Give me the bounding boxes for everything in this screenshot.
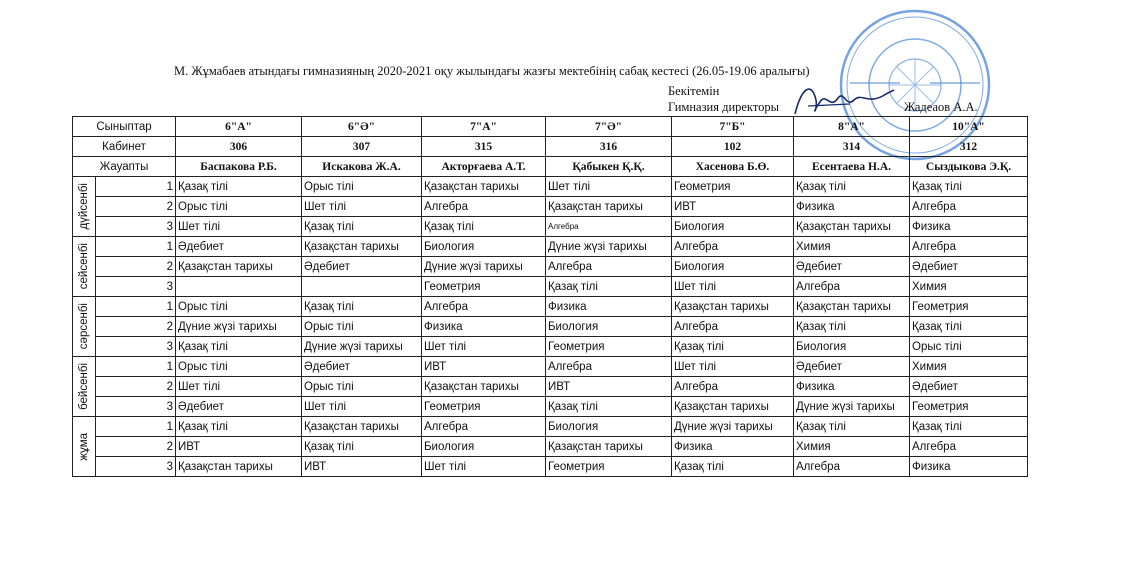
approve-label: Бекітемін — [668, 84, 720, 98]
class-header-label: Сыныптар — [73, 117, 176, 137]
subject-cell: Геометрия — [910, 297, 1028, 317]
subject-cell: Биология — [546, 317, 672, 337]
lesson-number: 3 — [96, 397, 176, 417]
class-header-cell: 7"А" — [422, 117, 546, 137]
subject-cell: Дүние жүзі тарихы — [672, 417, 794, 437]
lesson-number: 2 — [96, 377, 176, 397]
table-row — [73, 257, 1028, 277]
class-header-cell: 7"Б" — [672, 117, 794, 137]
subject-cell: Қазақстан тарихы — [176, 457, 302, 477]
subject-cell: Алгебра — [910, 237, 1028, 257]
subject-cell: Орыс тілі — [176, 297, 302, 317]
subject-cell: Әдебиет — [794, 257, 910, 277]
lesson-number: 2 — [96, 197, 176, 217]
subject-cell: Қазақстан тарихы — [794, 217, 910, 237]
teacher-header-cell: Хасенова Б.Ө. — [672, 157, 794, 177]
subject-cell: ИВТ — [176, 437, 302, 457]
subject-cell: Қазақ тілі — [672, 337, 794, 357]
subject-cell: Алгебра — [546, 217, 672, 237]
subject-cell: Қазақ тілі — [794, 177, 910, 197]
table-row — [73, 417, 1028, 437]
subject-cell: ИВТ — [546, 377, 672, 397]
lesson-number: 1 — [96, 177, 176, 197]
table-row — [73, 397, 1028, 417]
lesson-number: 1 — [96, 417, 176, 437]
room-header-label: Кабинет — [73, 137, 176, 157]
subject-cell: Қазақ тілі — [910, 317, 1028, 337]
table-row — [73, 297, 1028, 317]
room-header-cell: 307 — [302, 137, 422, 157]
subject-cell: Шет тілі — [672, 277, 794, 297]
day-cell — [73, 357, 96, 417]
schedule-table — [72, 116, 1028, 477]
class-header-cell: 8"А" — [794, 117, 910, 137]
subject-cell: Физика — [422, 317, 546, 337]
teacher-header-cell: Есентаева Н.А. — [794, 157, 910, 177]
subject-cell: Қазақстан тарихы — [302, 237, 422, 257]
subject-cell: Қазақстан тарихы — [422, 377, 546, 397]
subject-cell: Дүние жүзі тарихы — [176, 317, 302, 337]
subject-cell: Дүние жүзі тарихы — [546, 237, 672, 257]
subject-cell: Шет тілі — [672, 357, 794, 377]
subject-cell: Алгебра — [546, 257, 672, 277]
subject-cell: Алгебра — [910, 437, 1028, 457]
lesson-number: 2 — [96, 437, 176, 457]
day-cell — [73, 177, 96, 237]
subject-cell: Шет тілі — [302, 397, 422, 417]
subject-cell: Алгебра — [794, 457, 910, 477]
room-header-cell: 316 — [546, 137, 672, 157]
table-row — [73, 357, 1028, 377]
subject-cell: Қазақ тілі — [422, 217, 546, 237]
subject-cell: Қазақ тілі — [302, 437, 422, 457]
lesson-number: 3 — [96, 277, 176, 297]
day-label: сәрсенбі — [78, 303, 90, 350]
subject-cell: Қазақстан тарихы — [794, 297, 910, 317]
subject-cell: Қазақ тілі — [546, 397, 672, 417]
subject-cell: Қазақстан тарихы — [546, 437, 672, 457]
lesson-number: 3 — [96, 217, 176, 237]
subject-cell: Қазақстан тарихы — [176, 257, 302, 277]
subject-cell: Геометрия — [672, 177, 794, 197]
room-header-row — [73, 137, 1028, 157]
teacher-header-row — [73, 157, 1028, 177]
day-cell — [73, 237, 96, 297]
subject-cell: Алгебра — [672, 237, 794, 257]
subject-cell: Қазақстан тарихы — [672, 297, 794, 317]
subject-cell: Қазақстан тарихы — [302, 417, 422, 437]
subject-cell: Физика — [910, 457, 1028, 477]
subject-cell: Биология — [422, 237, 546, 257]
subject-cell: Әдебиет — [302, 357, 422, 377]
class-header-cell: 7"Ә" — [546, 117, 672, 137]
table-row — [73, 457, 1028, 477]
subject-cell: Әдебиет — [176, 397, 302, 417]
table-row — [73, 217, 1028, 237]
subject-cell: Алгебра — [422, 417, 546, 437]
subject-cell: Орыс тілі — [176, 357, 302, 377]
subject-cell: Әдебиет — [176, 237, 302, 257]
table-row — [73, 197, 1028, 217]
subject-cell: Орыс тілі — [302, 377, 422, 397]
class-header-row — [73, 117, 1028, 137]
subject-cell: Әдебиет — [910, 377, 1028, 397]
subject-cell: Шет тілі — [422, 457, 546, 477]
day-label: бейсенбі — [78, 363, 90, 410]
lesson-number: 3 — [96, 457, 176, 477]
lesson-number: 1 — [96, 357, 176, 377]
subject-cell: Алгебра — [672, 377, 794, 397]
subject-cell: Қазақ тілі — [672, 457, 794, 477]
subject-cell — [176, 277, 302, 297]
subject-cell: Геометрия — [546, 457, 672, 477]
subject-cell: ИВТ — [672, 197, 794, 217]
subject-cell: Шет тілі — [546, 177, 672, 197]
class-header-cell: 6"А" — [176, 117, 302, 137]
lesson-number: 1 — [96, 297, 176, 317]
room-header-cell: 315 — [422, 137, 546, 157]
table-row — [73, 317, 1028, 337]
director-signature — [790, 80, 900, 120]
teacher-header-cell: Сыздыкова Э.Қ. — [910, 157, 1028, 177]
table-row — [73, 437, 1028, 457]
subject-cell: Алгебра — [672, 317, 794, 337]
subject-cell: Геометрия — [910, 397, 1028, 417]
subject-cell: Орыс тілі — [176, 197, 302, 217]
director-label: Гимназия директоры — [668, 100, 780, 114]
subject-cell: Геометрия — [422, 397, 546, 417]
subject-cell: Шет тілі — [422, 337, 546, 357]
subject-cell: Қазақ тілі — [910, 417, 1028, 437]
teacher-header-cell: Акторғаева А.Т. — [422, 157, 546, 177]
teacher-header-label: Жауапты — [73, 157, 176, 177]
subject-cell: Алгебра — [910, 197, 1028, 217]
subject-cell: Геометрия — [422, 277, 546, 297]
page-title: М. Жұмабаев атындағы гимназияның 2020-2021 оқу жылындағы жазғы мектебінің сабақ кестесі (26.05-19.06 аралығы) — [174, 64, 810, 78]
room-header-cell: 102 — [672, 137, 794, 157]
lesson-number: 3 — [96, 337, 176, 357]
subject-cell: Қазақ тілі — [176, 177, 302, 197]
subject-cell: Физика — [672, 437, 794, 457]
lesson-number: 1 — [96, 237, 176, 257]
subject-cell: Алгебра — [794, 277, 910, 297]
subject-cell: Физика — [794, 197, 910, 217]
day-cell — [73, 417, 96, 477]
subject-cell: Биология — [794, 337, 910, 357]
subject-cell: ИВТ — [422, 357, 546, 377]
subject-cell: Қазақ тілі — [176, 337, 302, 357]
table-row — [73, 237, 1028, 257]
table-row — [73, 177, 1028, 197]
subject-cell: Шет тілі — [176, 217, 302, 237]
subject-cell: Дүние жүзі тарихы — [794, 397, 910, 417]
subject-cell: Физика — [546, 297, 672, 317]
table-row — [73, 377, 1028, 397]
subject-cell: Дүние жүзі тарихы — [422, 257, 546, 277]
subject-cell: Геометрия — [546, 337, 672, 357]
table-row — [73, 337, 1028, 357]
day-label: дүйсенбі — [78, 183, 90, 230]
subject-cell: Алгебра — [422, 297, 546, 317]
subject-cell: Қазақстан тарихы — [672, 397, 794, 417]
subject-cell: Қазақ тілі — [794, 317, 910, 337]
subject-cell: Қазақ тілі — [794, 417, 910, 437]
subject-cell: Әдебиет — [302, 257, 422, 277]
subject-cell: Қазақстан тарихы — [546, 197, 672, 217]
subject-cell: Химия — [794, 237, 910, 257]
subject-cell: Алгебра — [546, 357, 672, 377]
subject-cell: Қазақ тілі — [302, 297, 422, 317]
subject-cell: Әдебиет — [910, 257, 1028, 277]
subject-cell: Әдебиет — [794, 357, 910, 377]
subject-cell: Физика — [794, 377, 910, 397]
director-name: Жадеаов А.А. — [904, 100, 978, 114]
teacher-header-cell: Қабыкен Қ.Қ. — [546, 157, 672, 177]
subject-cell: Физика — [910, 217, 1028, 237]
subject-cell: Орыс тілі — [302, 177, 422, 197]
class-header-cell: 6"Ә" — [302, 117, 422, 137]
subject-cell — [302, 277, 422, 297]
subject-cell: Химия — [794, 437, 910, 457]
subject-cell: Химия — [910, 277, 1028, 297]
subject-cell: Биология — [672, 257, 794, 277]
subject-cell: Биология — [422, 437, 546, 457]
subject-cell: Шет тілі — [302, 197, 422, 217]
subject-cell: Қазақ тілі — [546, 277, 672, 297]
table-row — [73, 277, 1028, 297]
subject-cell: Дүние жүзі тарихы — [302, 337, 422, 357]
lesson-number: 2 — [96, 257, 176, 277]
subject-cell: Қазақстан тарихы — [422, 177, 546, 197]
subject-cell: Орыс тілі — [910, 337, 1028, 357]
teacher-header-cell: Баспакова Р.Б. — [176, 157, 302, 177]
subject-cell: Шет тілі — [176, 377, 302, 397]
lesson-number: 2 — [96, 317, 176, 337]
subject-cell: Биология — [546, 417, 672, 437]
room-header-cell: 314 — [794, 137, 910, 157]
day-label: сейсенбі — [78, 243, 90, 290]
subject-cell: Биология — [672, 217, 794, 237]
room-header-cell: 312 — [910, 137, 1028, 157]
subject-cell: ИВТ — [302, 457, 422, 477]
subject-cell: Қазақ тілі — [910, 177, 1028, 197]
day-label: жұма — [78, 432, 90, 461]
day-cell — [73, 297, 96, 357]
subject-cell: Қазақ тілі — [176, 417, 302, 437]
class-header-cell: 10"А" — [910, 117, 1028, 137]
subject-cell: Орыс тілі — [302, 317, 422, 337]
subject-cell: Қазақ тілі — [302, 217, 422, 237]
subject-cell: Химия — [910, 357, 1028, 377]
room-header-cell: 306 — [176, 137, 302, 157]
teacher-header-cell: Искакова Ж.А. — [302, 157, 422, 177]
subject-cell: Алгебра — [422, 197, 546, 217]
